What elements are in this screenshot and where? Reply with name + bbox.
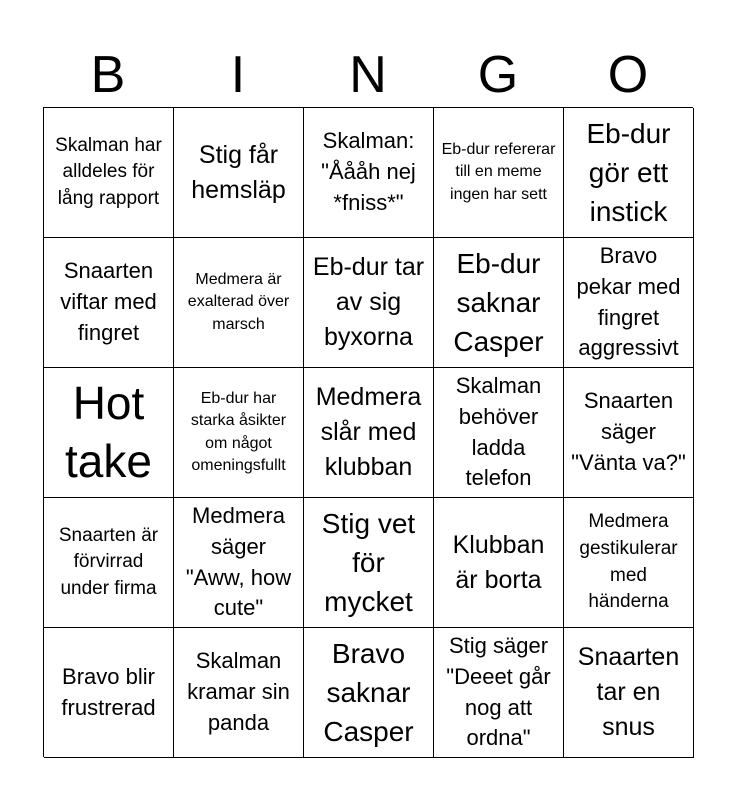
bingo-cell[interactable] (434, 238, 564, 368)
bingo-cell[interactable] (44, 238, 174, 368)
bingo-cell[interactable] (564, 498, 694, 628)
bingo-cell-text: Hot take (65, 377, 152, 487)
header-letter-o: O (607, 46, 649, 104)
bingo-cell[interactable] (174, 498, 304, 628)
bingo-cell-text: Bravo saknar Casper (323, 637, 414, 748)
bingo-cell-text: Skalman behöver ladda telefon (455, 372, 542, 491)
bingo-cell[interactable] (304, 238, 434, 368)
bingo-cell[interactable] (44, 108, 174, 238)
bingo-cell-text: Bravo pekar med fingret aggressivt (576, 242, 681, 361)
bingo-cell[interactable] (44, 628, 174, 758)
bingo-cell[interactable] (564, 238, 694, 368)
bingo-cell-text: Klubban är borta (452, 530, 545, 594)
bingo-cell-text: Medmera slår med klubban (315, 383, 422, 481)
header-letter-g: G (477, 46, 519, 104)
bingo-cell[interactable] (434, 108, 564, 238)
bingo-cell[interactable] (174, 628, 304, 758)
bingo-cell-text: Stig säger "Deeet går nog att ordna" (446, 632, 551, 751)
bingo-cell-text: Snaarten tar en snus (577, 643, 680, 741)
bingo-cell-text: Stig får hemsläp (191, 140, 286, 204)
bingo-cell-text: Medmera är exalterad över marsch (187, 270, 290, 333)
bingo-card-grid (43, 107, 693, 757)
bingo-cell-text: Stig vet för mycket (321, 507, 416, 618)
bingo-cell-text: Eb-dur saknar Casper (453, 247, 544, 358)
bingo-cell[interactable] (174, 368, 304, 498)
bingo-cell-text: Medmera säger "Aww, how cute" (185, 502, 292, 621)
bingo-cell-text: Bravo blir frustrerad (61, 663, 156, 720)
bingo-cell[interactable] (434, 498, 564, 628)
bingo-cell[interactable] (304, 498, 434, 628)
bingo-cell[interactable] (44, 498, 174, 628)
bingo-cell[interactable] (564, 368, 694, 498)
bingo-cell[interactable] (564, 628, 694, 758)
bingo-cell-text: Eb-dur gör ett instick (586, 117, 671, 228)
bingo-cell-text: Eb-dur har starka åsikter om något omeningsfullt (190, 389, 287, 474)
bingo-cell-text: Snaarten säger "Vänta va?" (571, 388, 686, 475)
bingo-cell[interactable] (304, 108, 434, 238)
bingo-cell-text: Snaarten är förvirrad under firma (58, 524, 159, 599)
bingo-cell-text: Skalman: "Åååh nej *fniss*" (321, 128, 416, 215)
bingo-cell-text: Eb-dur refererar till en meme ingen har sett (441, 140, 556, 203)
header-letter-i: I (230, 46, 246, 104)
bingo-cell-text: Medmera gestikulerar med händerna (579, 511, 678, 613)
header-letter-n: N (349, 46, 387, 104)
bingo-cell-text: Skalman har alldeles för lång rapport (55, 134, 162, 209)
bingo-cell[interactable] (304, 628, 434, 758)
bingo-cell[interactable] (174, 108, 304, 238)
bingo-cell[interactable] (434, 368, 564, 498)
bingo-cell[interactable] (44, 368, 174, 498)
bingo-cell[interactable] (564, 108, 694, 238)
bingo-cell-text: Snaarten viftar med fingret (60, 258, 157, 345)
bingo-cell[interactable] (174, 238, 304, 368)
bingo-cell-text: Eb-dur tar av sig byxorna (312, 253, 425, 351)
bingo-header (43, 42, 693, 108)
bingo-cell[interactable] (304, 368, 434, 498)
header-letter-b: B (90, 46, 126, 104)
bingo-cell-text: Skalman kramar sin panda (187, 648, 290, 735)
bingo-cell[interactable] (434, 628, 564, 758)
